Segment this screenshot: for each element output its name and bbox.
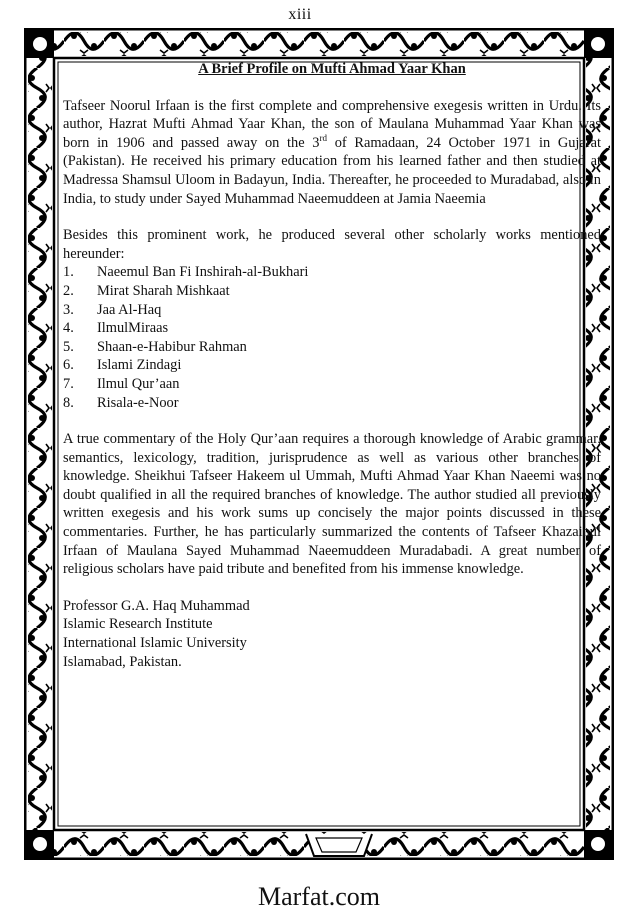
signature-name: Professor G.A. Haq Muhammad: [63, 597, 250, 614]
signature-university: International Islamic University: [63, 635, 247, 652]
list-item-number: 4.: [63, 320, 74, 337]
list-item-title: Ilmul Qur’aan: [97, 375, 180, 392]
intro-text-part2: of Ramadaan, 24 October 1971 in Gujarat (Pakistan). He received his primary education from his learned father and then studied at Madressa Shamsul Uloom in Badayun, India. Thereafter, he proceeded to Muradabad, also in India, to study under Sayed Muhammad Naeemuddeen at Jamia Naeemia: [63, 134, 601, 207]
list-item-title: Mirat Sharah Mishkaat: [97, 282, 230, 299]
profile-title: A Brief Profile on Mufti Ahmad Yaar Khan: [198, 61, 466, 77]
list-item: [63, 375, 601, 394]
page-number: xiii: [288, 6, 312, 23]
signature-institute: Islamic Research Institute: [63, 616, 213, 633]
list-item-number: 1.: [63, 264, 74, 281]
list-item-title: Shaan-e-Habibur Rahman: [97, 338, 247, 355]
list-item-number: 5.: [63, 338, 74, 355]
intro-paragraph: [63, 97, 601, 209]
intro-text-part1: Tafseer Noorul Irfaan is the first complete and comprehensive exegesis written in Urdu. Its author, Hazrat Mufti Ahmad Yaar Khan, the son of Maulana Muhammad Yaar Khan was born in 1906 and passed away on the 3: [63, 97, 601, 151]
page-content: [63, 60, 601, 671]
list-item-title: IlmulMiraas: [97, 320, 169, 337]
list-item: [63, 301, 601, 320]
list-item: [63, 338, 601, 357]
commentary-paragraph: A true commentary of the Holy Qur’aan requires a thorough knowledge of Arabic grammar, semantics, lexicology, tradition, jurisprudence as well as various other branches of knowledge. Sheikhui Tafseer Hakeem ul Ummah, Mufti Ahmad Yaar Khan Naeemi was no doubt qualified in all the required branches of knowledge. The author studied all previously written exegesis and his work sums up concisely the major points discussed in these commentaries. Further, he has particularly summarized the contents of Tafseer Khazainul Irfaan of Maulana Sayed Muhammad Naeemuddeen Muradabadi. A great number of religious scholars have paid tribute and benefited from his immense knowledge.: [63, 431, 601, 578]
signature-block: [63, 597, 601, 671]
footer-watermark: Marfat.com: [257, 882, 380, 911]
list-item: [63, 319, 601, 338]
list-item-number: 2.: [63, 282, 74, 299]
list-item: [63, 394, 601, 413]
list-item-title: Risala-e-Noor: [97, 394, 179, 411]
list-item-number: 7.: [63, 375, 74, 392]
list-item-number: 3.: [63, 301, 74, 318]
list-item: [63, 282, 601, 301]
list-item-title: Islami Zindagi: [97, 357, 182, 374]
list-item-number: 6.: [63, 357, 74, 374]
list-item: [63, 356, 601, 375]
list-item-number: 8.: [63, 394, 74, 411]
list-item-title: Naeemul Ban Fi Inshirah-al-Bukhari: [97, 264, 309, 281]
ordinal-suffix: rd: [319, 132, 328, 143]
signature-city: Islamabad, Pakistan.: [63, 653, 182, 670]
list-item: [63, 263, 601, 282]
list-item-title: Jaa Al-Haq: [97, 301, 162, 318]
works-list: [63, 263, 601, 412]
works-intro-paragraph: Besides this prominent work, he produced several other scholarly works mentioned hereunder:: [63, 227, 601, 262]
